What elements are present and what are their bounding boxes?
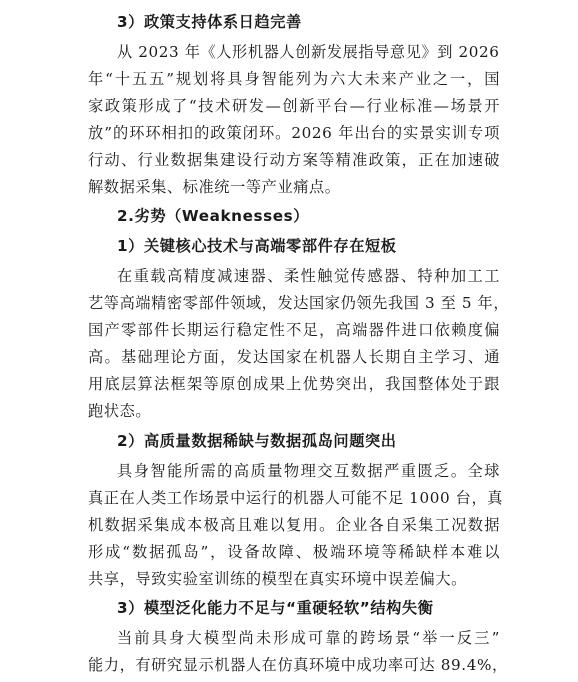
section-heading-policy: 3）政策支持体系日趋完善 xyxy=(117,13,302,31)
paragraph-line: 在重载高精度减速器、柔性触觉传感器、特种加工工 xyxy=(117,267,500,285)
paragraph-line: 具身智能所需的高质量物理交互数据严重匮乏。全球 xyxy=(117,462,500,480)
paragraph-line: 国产零部件长期运行稳定性不足，高端器件进口依赖度偏 xyxy=(88,321,500,339)
paragraph-line: 用底层算法框架等原创成果上优势突出，我国整体处于跟 xyxy=(88,375,500,393)
paragraph-line: 能力，有研究显示机器人在仿真环境中成功率可达 89.4%， xyxy=(88,656,508,674)
paragraph-line: 从 2023 年《人形机器人创新发展指导意见》到 2026 xyxy=(117,43,500,61)
paragraph-line: 共享，导致实验室训练的模型在真实环境中误差偏大。 xyxy=(88,570,467,588)
section-heading-weaknesses: 2.劣势（Weaknesses） xyxy=(117,207,310,225)
subsection-heading-model: 3）模型泛化能力不足与“重硬轻软”结构失衡 xyxy=(117,599,434,617)
paragraph-line: 放”的环环相扣的政策闭环。2026 年出台的实景实训专项 xyxy=(88,124,500,142)
paragraph-line: 高。基础理论方面，发达国家在机器人长期自主学习、通 xyxy=(88,348,500,366)
paragraph-line: 年“十五五”规划将具身智能列为六大未来产业之一，国 xyxy=(88,70,500,88)
subsection-heading-data: 2）高质量数据稀缺与数据孤岛问题突出 xyxy=(117,432,397,450)
paragraph-line: 机数据采集成本极高且难以复用。企业各自采集工况数据 xyxy=(88,516,500,534)
paragraph-line: 跑状态。 xyxy=(88,402,152,420)
subsection-heading-core-tech: 1）关键核心技术与高端零部件存在短板 xyxy=(117,237,397,255)
paragraph-line: 形成“数据孤岛”，设备故障、极端环境等稀缺样本难以 xyxy=(88,543,500,561)
paragraph-line: 解数据采集、标准统一等产业痛点。 xyxy=(88,178,341,196)
paragraph-line: 行动、行业数据集建设行动方案等精准政策，正在加速破 xyxy=(88,151,500,169)
paragraph-line: 真正在人类工作场景中运行的机器人可能不足 1000 台，真 xyxy=(88,489,504,507)
paragraph-line: 当前具身大模型尚未形成可靠的跨场景“举一反三” xyxy=(117,629,500,647)
paragraph-line: 艺等高端精密零部件领域，发达国家仍领先我国 3 至 5 年， xyxy=(88,294,510,312)
paragraph-line: 家政策形成了“技术研发—创新平台—行业标准—场景开 xyxy=(88,97,500,115)
